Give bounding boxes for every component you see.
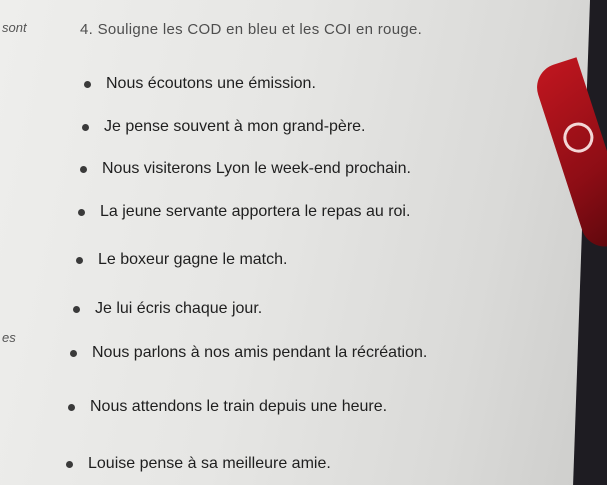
bullet-icon [76,257,83,264]
sentence-3 [80,160,411,178]
bullet-icon [78,209,85,216]
sentence-8 [68,398,387,416]
sentence-5 [76,251,287,269]
sentence-text: Le boxeur gagne le match. [98,251,288,268]
exercise-title: 4. Souligne les COD en bleu et les COI en rouge. [80,21,423,38]
bullet-icon [66,461,73,468]
bullet-icon [82,124,89,131]
sentence-text: La jeune servante apportera le repas au roi. [100,203,411,220]
bullet-icon [68,404,75,411]
sentence-4 [78,203,410,221]
sentence-6 [73,300,262,318]
bullet-icon [73,306,80,313]
bullet-icon [84,81,91,88]
margin-word-top: sont [2,20,27,35]
sentence-7 [70,344,427,362]
cap-ring-icon [559,119,597,157]
sentence-text: Nous visiterons Lyon le week-end prochain. [102,160,411,177]
sentence-text: Louise pense à sa meilleure amie. [88,455,331,472]
sentence-text: Je pense souvent à mon grand-père. [104,118,366,135]
sentence-text: Je lui écris chaque jour. [95,300,263,317]
bullet-icon [80,166,87,173]
sentence-text: Nous écoutons une émission. [106,75,316,92]
sentence-text: Nous parlons à nos amis pendant la récréation. [92,344,428,361]
sentence-text: Nous attendons le train depuis une heure. [90,398,388,415]
sentence-2 [82,118,366,136]
bullet-icon [70,350,77,357]
sentence-1 [84,75,316,93]
margin-word-mid: es [2,330,16,345]
sentence-9 [66,455,331,473]
